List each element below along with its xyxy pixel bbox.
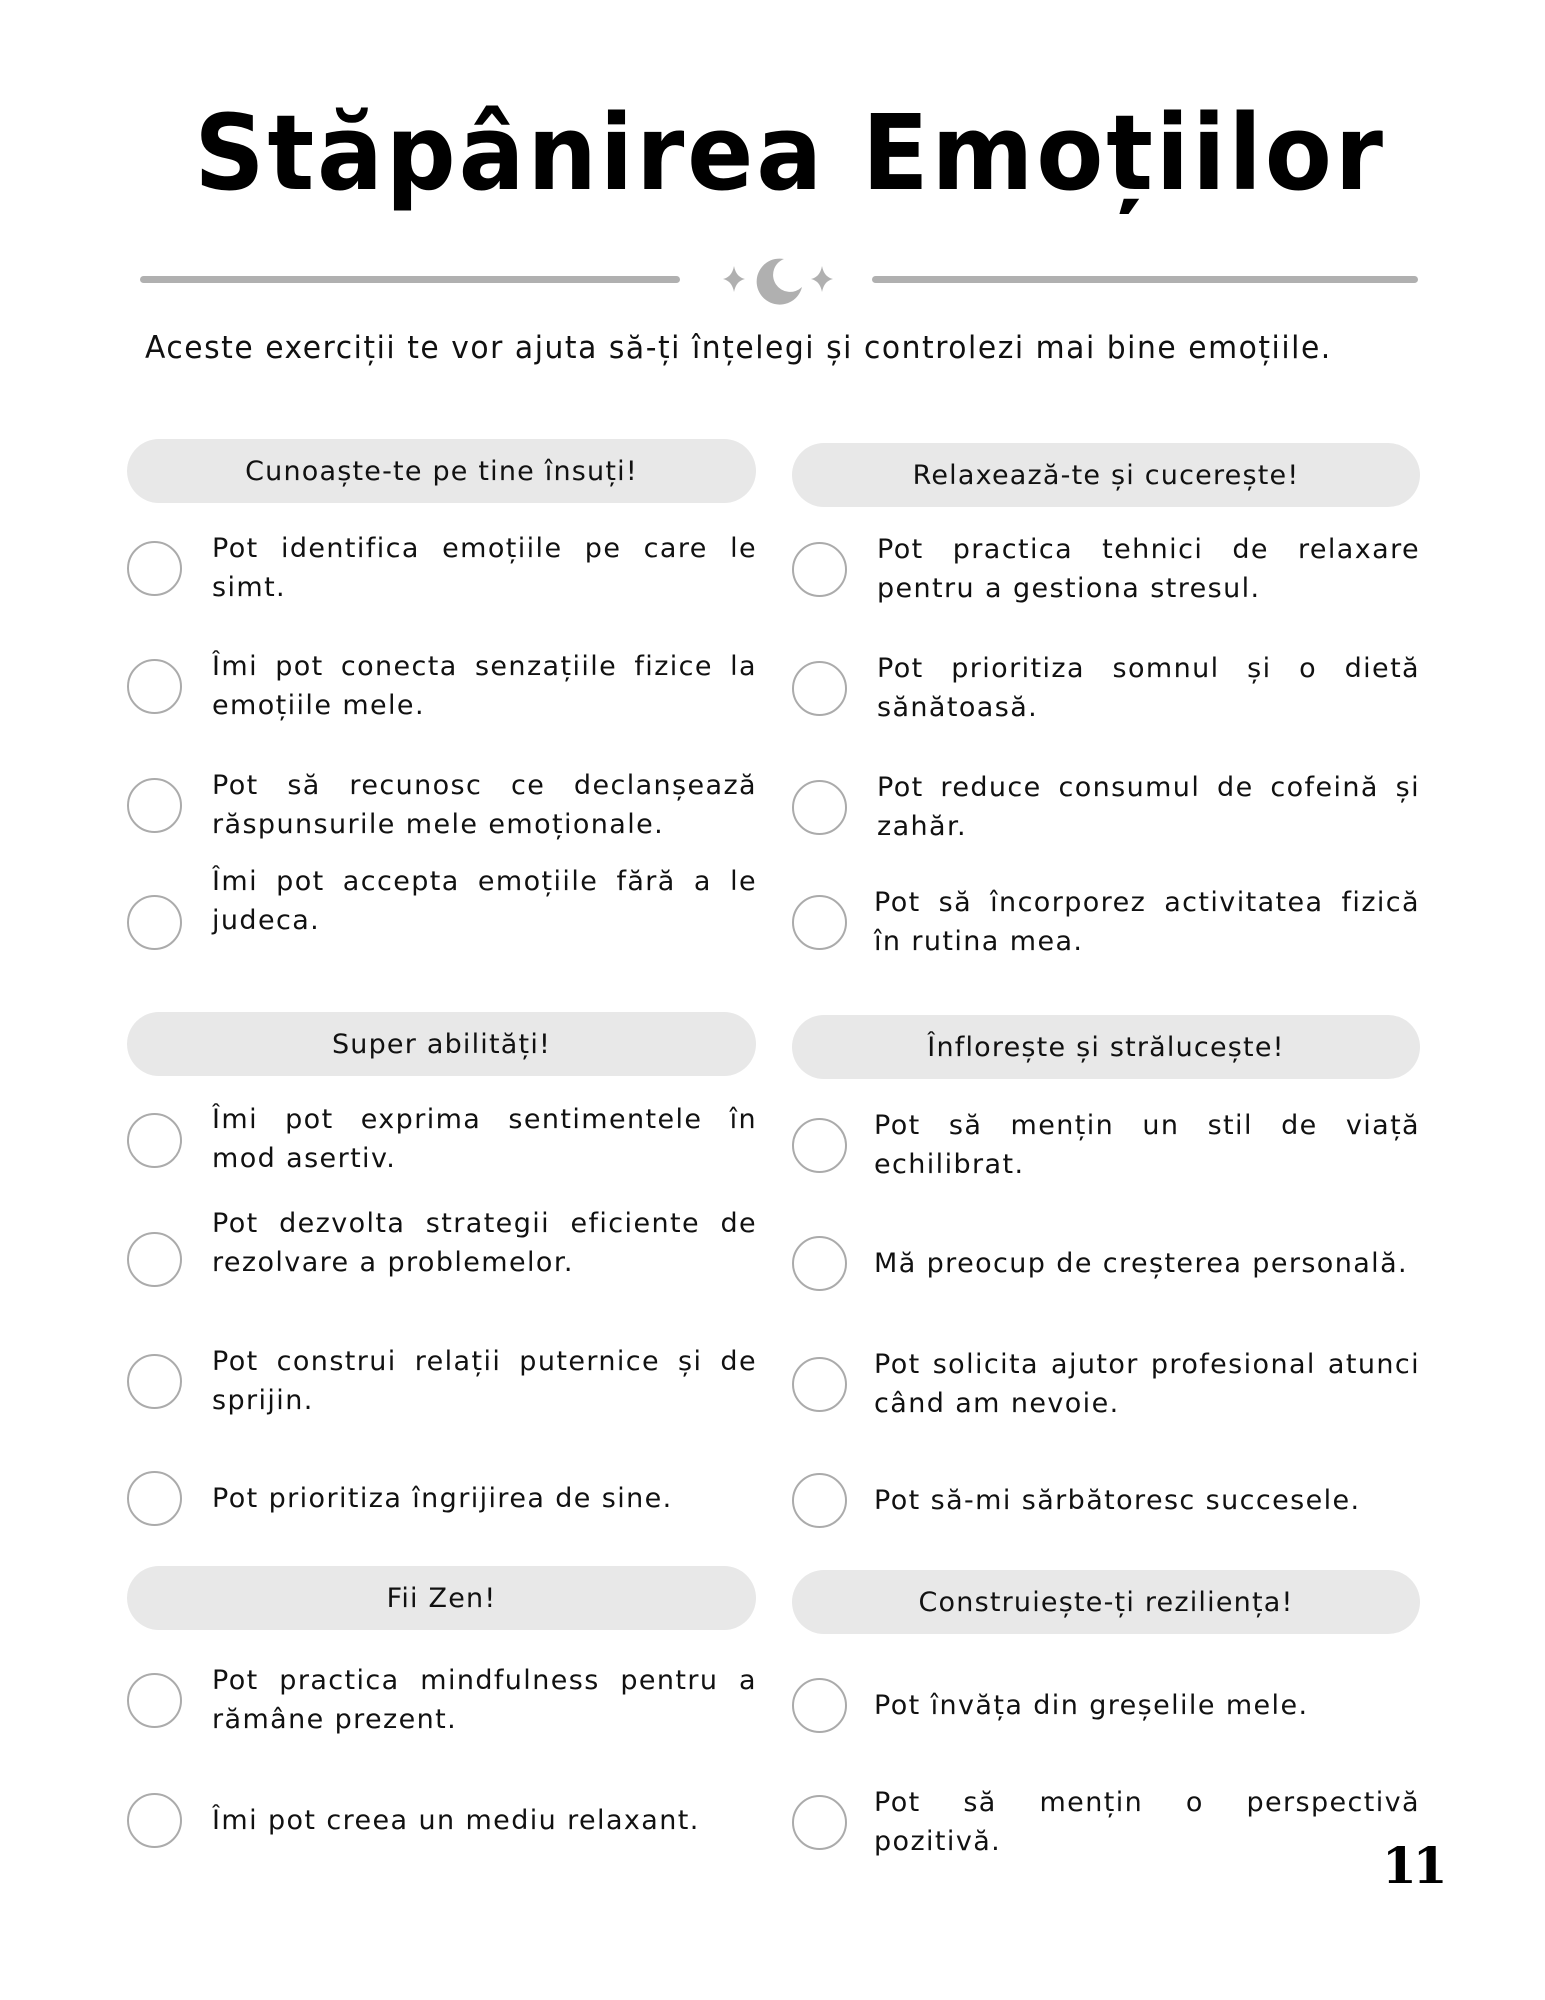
item-label: Pot prioritiza somnul și o dietă sănătoasă. <box>877 653 1420 723</box>
checklist-item[interactable] <box>792 1236 1420 1290</box>
checkbox-circle[interactable] <box>792 1473 847 1528</box>
item-label: Pot să mențin un stil de viață echilibrat. <box>874 1110 1420 1180</box>
item-label: Îmi pot creea un mediu relaxant. <box>212 1804 700 1836</box>
item-label: Pot reduce consumul de cofeină și zahăr. <box>877 772 1420 842</box>
checklist-item[interactable] <box>792 1678 1420 1732</box>
item-label: Pot dezvolta strategii eficiente de rezolvare a problemelor. <box>212 1208 757 1278</box>
divider-line-right <box>872 276 1418 283</box>
checklist-item[interactable] <box>127 1341 757 1421</box>
item-label: Pot învăța din greșelile mele. <box>874 1689 1309 1721</box>
crescent-moon-icon <box>757 259 802 305</box>
checkbox-circle[interactable] <box>127 1354 182 1409</box>
checkbox-circle[interactable] <box>792 895 847 950</box>
sparkle-icon <box>811 266 833 292</box>
section-title: Construiește-ți reziliența! <box>918 1586 1294 1618</box>
item-label: Pot prioritiza îngrijirea de sine. <box>212 1482 673 1514</box>
ornament-divider <box>712 246 842 306</box>
section-header-be-zen <box>127 1566 756 1630</box>
section-header-know-yourself <box>127 439 756 503</box>
checkbox-circle[interactable] <box>792 1795 847 1850</box>
section-title: Super abilități! <box>331 1028 552 1060</box>
checkbox-circle[interactable] <box>127 1673 182 1728</box>
page-number: 11 <box>1382 1836 1444 1895</box>
section-header-build-resilience <box>792 1570 1420 1634</box>
item-label: Pot construi relații puternice și de sprijin. <box>212 1346 757 1416</box>
checklist-item[interactable] <box>127 646 757 726</box>
checklist-item[interactable] <box>127 1204 757 1284</box>
checklist-item[interactable] <box>127 1793 757 1847</box>
checkbox-circle[interactable] <box>127 895 182 950</box>
checklist-item[interactable] <box>792 1105 1420 1185</box>
section-header-relax-and-conquer <box>792 443 1420 507</box>
checkbox-circle[interactable] <box>792 661 847 716</box>
checklist-item[interactable] <box>792 1344 1420 1424</box>
checkbox-circle[interactable] <box>792 1357 847 1412</box>
checkbox-circle[interactable] <box>127 1113 182 1168</box>
item-label: Mă preocup de creșterea personală. <box>874 1247 1409 1279</box>
section-title: Relaxează-te și cucerește! <box>912 459 1300 491</box>
checkbox-circle[interactable] <box>792 1678 847 1733</box>
item-label: Pot să mențin o perspectivă pozitivă. <box>874 1787 1420 1857</box>
checklist-item[interactable] <box>127 765 757 845</box>
item-label: Pot identifica emoțiile pe care le simt. <box>212 533 757 603</box>
item-label: Pot să încorporez activitatea fizică în rutina mea. <box>874 887 1420 957</box>
checklist-item[interactable] <box>792 767 1420 847</box>
section-header-super-skills <box>127 1012 756 1076</box>
checkbox-circle[interactable] <box>127 659 182 714</box>
checklist-item[interactable] <box>792 529 1420 609</box>
item-label: Îmi pot accepta emoțiile fără a le judeca. <box>212 866 757 936</box>
checklist-item[interactable] <box>127 1660 757 1740</box>
item-label: Pot practica mindfulness pentru a rămâne prezent. <box>212 1665 757 1735</box>
sparkle-icon <box>723 266 745 292</box>
section-title: Fii Zen! <box>386 1582 497 1614</box>
checkbox-circle[interactable] <box>127 1471 182 1526</box>
checklist-item[interactable] <box>127 533 757 603</box>
item-label: Pot să recunosc ce declanșează răspunsurile mele emoționale. <box>212 770 757 840</box>
item-label: Pot să-mi sărbătoresc succesele. <box>874 1484 1361 1516</box>
checkbox-circle[interactable] <box>792 1236 847 1291</box>
checkbox-circle[interactable] <box>792 542 847 597</box>
item-label: Pot practica tehnici de relaxare pentru a gestiona stresul. <box>877 534 1420 604</box>
page-title: Stăpânirea Emoțiilor <box>194 92 1386 214</box>
item-label: Îmi pot conecta senzațiile fizice la emoțiile mele. <box>212 651 757 721</box>
page-subtitle: Aceste exerciții te vor ajuta să-ți înțelegi și controlezi mai bine emoțiile. <box>145 330 1332 366</box>
checkbox-circle[interactable] <box>127 541 182 596</box>
checklist-item[interactable] <box>127 862 757 942</box>
checkbox-circle[interactable] <box>792 780 847 835</box>
checklist-item[interactable] <box>127 1100 757 1180</box>
checkbox-circle[interactable] <box>127 778 182 833</box>
item-label: Pot solicita ajutor profesional atunci când am nevoie. <box>874 1349 1420 1419</box>
checklist-item[interactable] <box>792 1787 1420 1857</box>
checkbox-circle[interactable] <box>127 1793 182 1848</box>
divider-line-left <box>140 276 680 283</box>
item-label: Îmi pot exprima sentimentele în mod asertiv. <box>212 1104 757 1174</box>
checkbox-circle[interactable] <box>792 1118 847 1173</box>
checklist-item[interactable] <box>792 882 1420 962</box>
section-header-bloom-and-shine <box>792 1015 1420 1079</box>
checkbox-circle[interactable] <box>127 1232 182 1287</box>
checklist-item[interactable] <box>792 1473 1420 1527</box>
checklist-item[interactable] <box>792 648 1420 728</box>
section-title: Înflorește și strălucește! <box>927 1031 1285 1063</box>
checklist-item[interactable] <box>127 1471 757 1525</box>
section-title: Cunoaște-te pe tine însuți! <box>245 455 638 487</box>
